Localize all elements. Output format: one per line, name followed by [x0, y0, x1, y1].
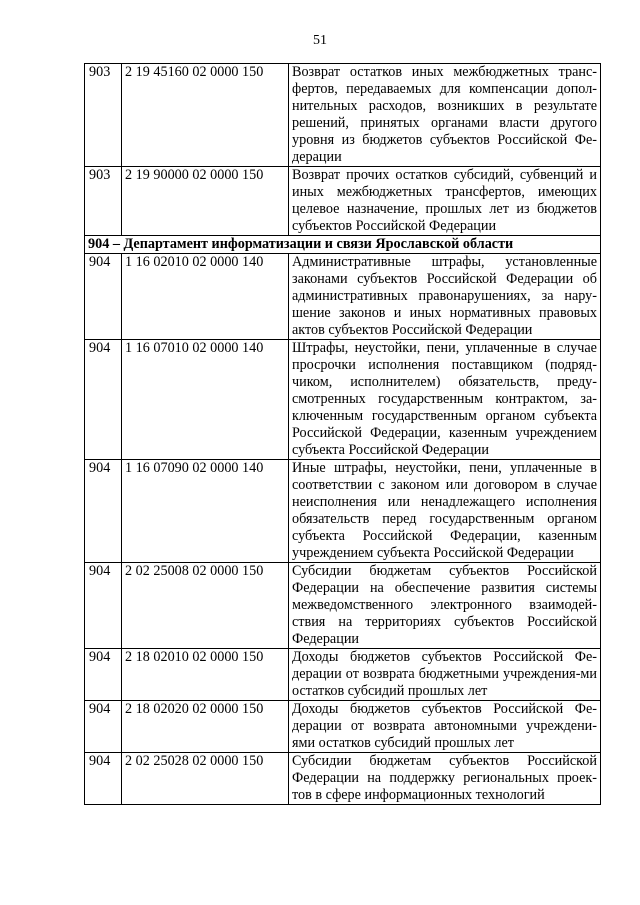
income-code-cell: 1 16 07010 02 0000 140	[122, 340, 289, 460]
table-row	[85, 460, 601, 563]
section-header-row	[85, 236, 601, 254]
description-cell: Доходы бюджетов субъектов Российской Фе-​дерации от возврата бюджетными учреждения-​ми остатков субсидий прошлых лет	[289, 649, 601, 701]
description-cell: Доходы бюджетов субъектов Российской Фе-​дерации от возврата автономными учреждени-​ями остатков субсидий прошлых лет	[289, 701, 601, 753]
income-code-cell: 2 19 45160 02 0000 150	[122, 64, 289, 167]
admin-code-cell: 904	[85, 753, 122, 805]
admin-code-cell: 904	[85, 701, 122, 753]
income-code-cell: 2 02 25008 02 0000 150	[122, 563, 289, 649]
revenue-codes-table	[84, 63, 601, 805]
admin-code-cell: 904	[85, 254, 122, 340]
section-title: 904 – Департамент информатизации и связи Ярославской области	[85, 236, 601, 254]
admin-code-cell: 903	[85, 64, 122, 167]
table-row	[85, 753, 601, 805]
income-code-cell: 2 18 02020 02 0000 150	[122, 701, 289, 753]
admin-code-cell: 904	[85, 340, 122, 460]
income-code-cell: 1 16 02010 02 0000 140	[122, 254, 289, 340]
income-code-cell: 2 19 90000 02 0000 150	[122, 167, 289, 236]
table-row	[85, 701, 601, 753]
description-cell: Административные штрафы, установленные законами субъектов Российской Федерации об административных правонарушениях, за нару-​шение законов и иных нормативных правовых актов субъектов Российской Федерации	[289, 254, 601, 340]
table-row	[85, 254, 601, 340]
table-row	[85, 167, 601, 236]
description-cell: Иные штрафы, неустойки, пени, уплаченные в соответствии с законом или договором в случае неисполнения или ненадлежащего исполнения обязательств перед государственным органом субъекта Российской Федерации, казенным учреждением субъекта Российской Федерации	[289, 460, 601, 563]
table-row	[85, 64, 601, 167]
description-cell: Штрафы, неустойки, пени, уплаченные в случае просрочки исполнения поставщиком (подряд-​чиком, исполнителем) обязательств, преду-​смотренных государственным контрактом, за-​ключенным государственным органом субъекта Российской Федерации, казенным учреждением субъекта Российской Федерации	[289, 340, 601, 460]
table-row	[85, 649, 601, 701]
description-cell: Возврат остатков иных межбюджетных транс-​фертов, передаваемых для компенсации допол-​нительных расходов, возникших в результате решений, принятых органами власти другого уровня из бюджетов субъектов Российской Фе-​дерации	[289, 64, 601, 167]
admin-code-cell: 904	[85, 563, 122, 649]
table-body	[85, 64, 601, 805]
description-cell: Возврат прочих остатков субсидий, субвенций и иных межбюджетных трансфертов, имеющих целевое назначение, прошлых лет из бюджетов субъектов Российской Федерации	[289, 167, 601, 236]
admin-code-cell: 904	[85, 460, 122, 563]
table-row	[85, 563, 601, 649]
income-code-cell: 2 02 25028 02 0000 150	[122, 753, 289, 805]
description-cell: Субсидии бюджетам субъектов Российской Федерации на поддержку региональных проек-​тов в сфере информационных технологий	[289, 753, 601, 805]
income-code-cell: 1 16 07090 02 0000 140	[122, 460, 289, 563]
table-row	[85, 340, 601, 460]
admin-code-cell: 904	[85, 649, 122, 701]
admin-code-cell: 903	[85, 167, 122, 236]
income-code-cell: 2 18 02010 02 0000 150	[122, 649, 289, 701]
description-cell: Субсидии бюджетам субъектов Российской Федерации на обеспечение развития системы межведомственного электронного взаимодей-​ствия на территориях субъектов Российской Федерации	[289, 563, 601, 649]
page-number: 51	[313, 33, 327, 48]
